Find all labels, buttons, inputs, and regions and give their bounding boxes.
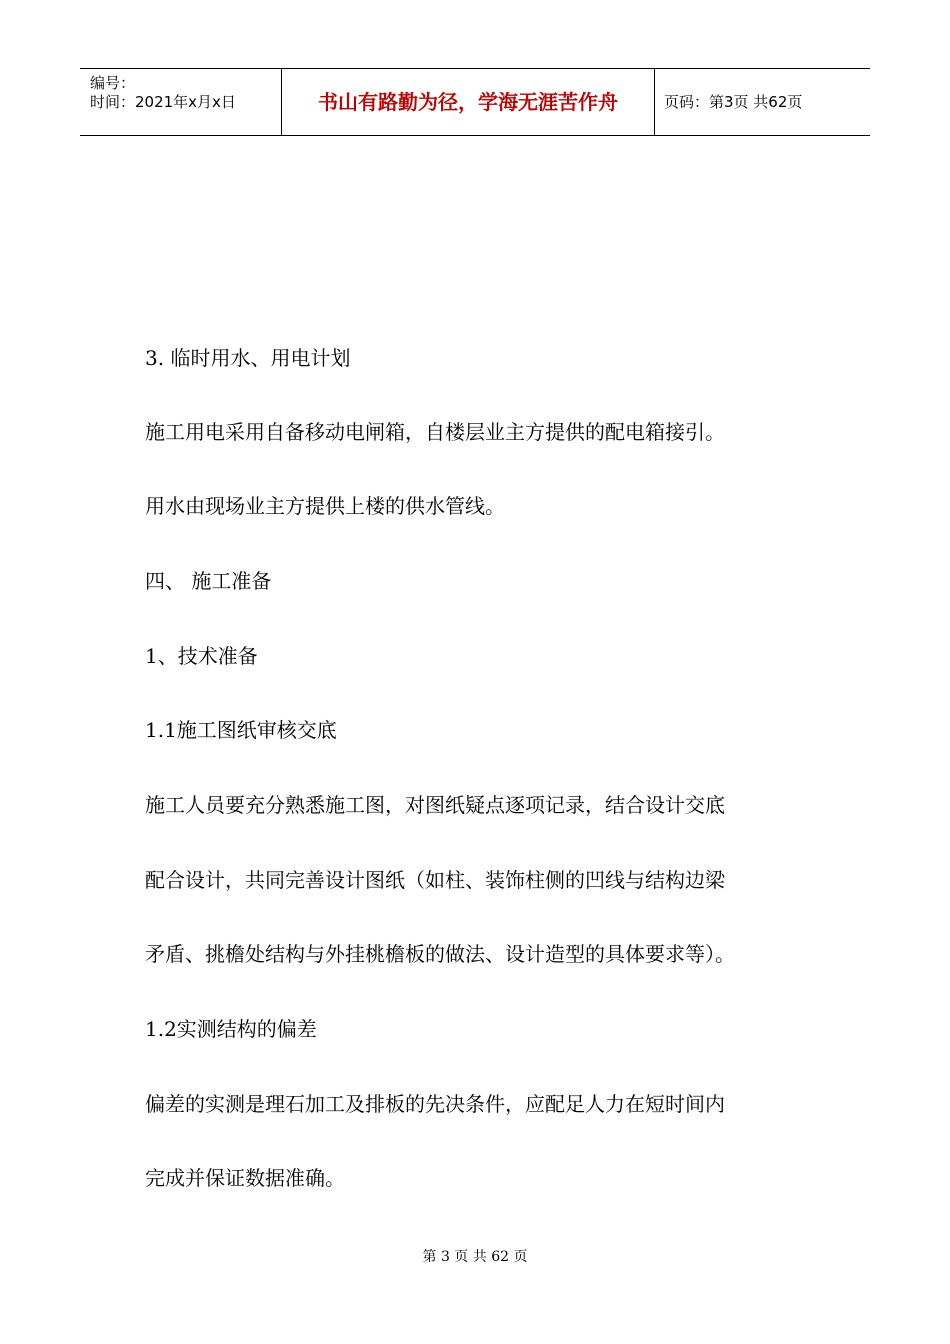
subsection-heading: 1.2实测结构的偏差 xyxy=(145,1017,317,1041)
header-page-info: 页码：第3页 共62页 xyxy=(664,93,803,111)
section-heading: 3. 临时用水、用电计划 xyxy=(145,346,351,370)
page-footer: 第 3 页 共 62 页 xyxy=(422,1249,528,1265)
section-heading: 四、 施工准备 xyxy=(145,569,272,593)
date-label: 时间：2021年x月x日 xyxy=(90,93,236,111)
header-meta xyxy=(80,69,282,135)
paragraph: 矛盾、挑檐处结构与外挂桃檐板的做法、设计造型的具体要求等）。 xyxy=(145,942,735,966)
paragraph: 偏差的实测是理石加工及排板的先决条件，应配足人力在短时间内 xyxy=(145,1092,725,1116)
paragraph: 施工用电采用自备移动电闸箱，自楼层业主方提供的配电箱接引。 xyxy=(145,420,725,444)
page-header xyxy=(80,68,870,136)
paragraph: 用水由现场业主方提供上楼的供水管线。 xyxy=(145,494,505,518)
header-motto: 书山有路勤为径，学海无涯苦作舟 xyxy=(282,69,655,135)
paragraph: 完成并保证数据准确。 xyxy=(145,1166,345,1190)
number-label: 编号： xyxy=(90,74,136,92)
paragraph: 配合设计，共同完善设计图纸（如柱、装饰柱侧的凹线与结构边梁 xyxy=(145,868,725,892)
paragraph: 施工人员要充分熟悉施工图，对图纸疑点逐项记录，结合设计交底 xyxy=(145,793,725,817)
subsection-heading: 1、技术准备 xyxy=(145,644,258,668)
subsection-heading: 1.1施工图纸审核交底 xyxy=(145,718,337,742)
